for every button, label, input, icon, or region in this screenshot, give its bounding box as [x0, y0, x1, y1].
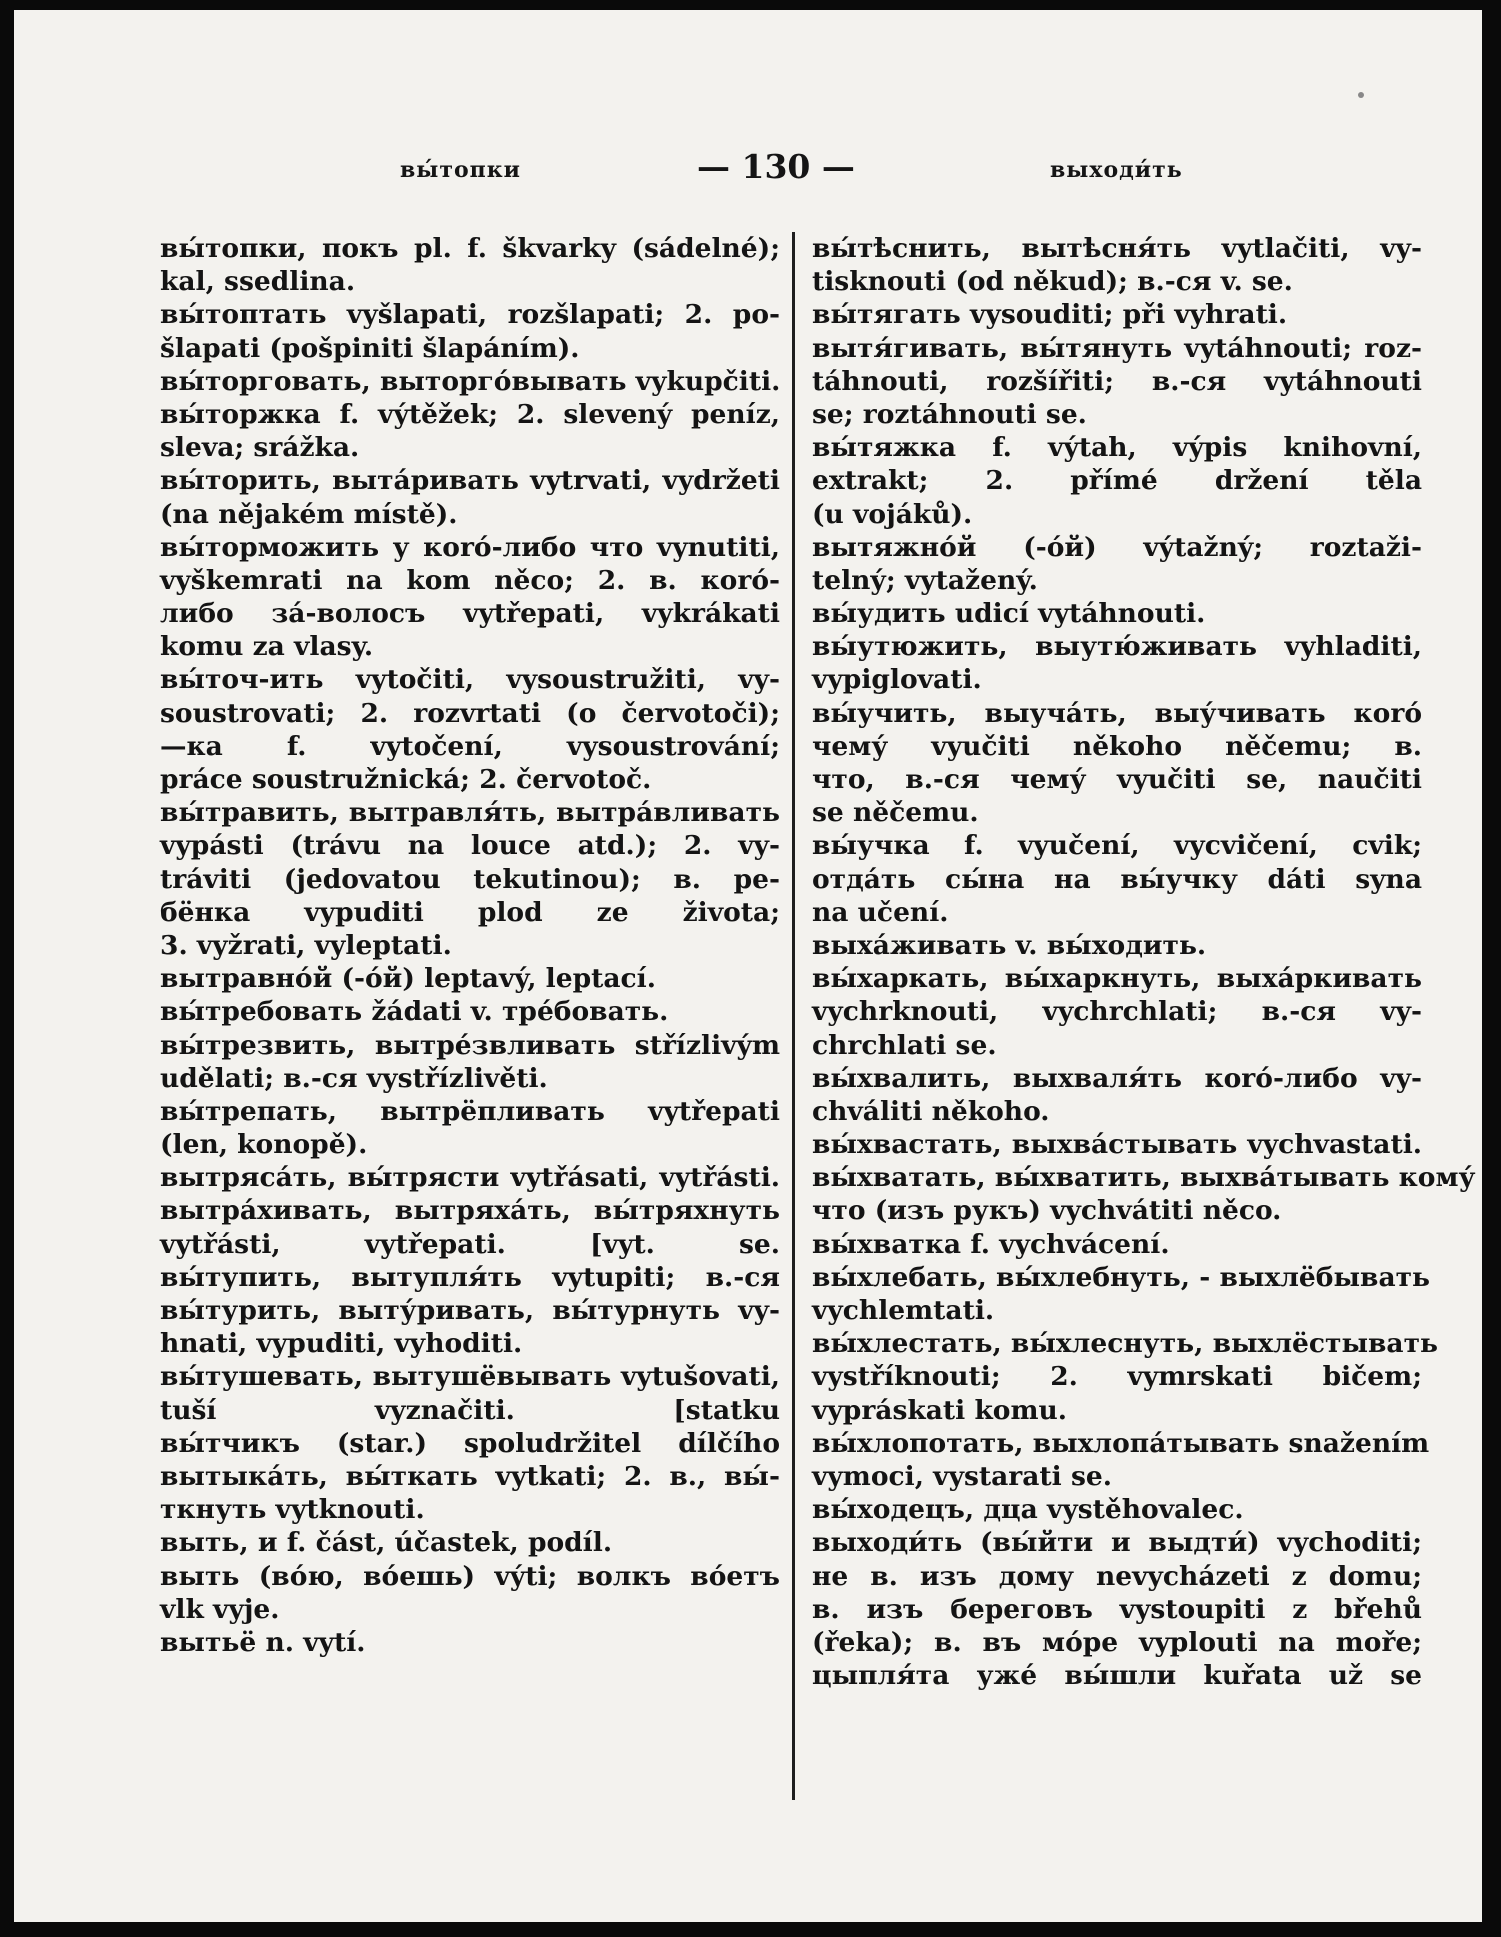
dictionary-line: выхáживать v. вы́ходить.: [812, 929, 1207, 961]
dictionary-line: вытьё n. vytí.: [160, 1626, 366, 1658]
dictionary-line: вы́хвастать, выхвáстывать vychvastati.: [812, 1129, 1422, 1161]
dictionary-line: vypiglovati.: [812, 664, 982, 696]
dictionary-line: vytřásti, vytřepati. [vyt. se.: [160, 1228, 780, 1260]
dictionary-line: vypásti (trávu na louce atd.); 2. vy-: [160, 830, 780, 862]
dictionary-line: вы́харкать, вы́харкнуть, выхáркивать: [812, 963, 1422, 995]
dictionary-line: вы́торить, вытáривать vytrvati, vydržeti: [160, 465, 780, 497]
dictionary-line: hnati, vypuditi, vyhoditi.: [160, 1328, 523, 1360]
dictionary-line: вы́трепать, вытрёпливать vytřepati: [160, 1095, 780, 1127]
dictionary-line: komu za vlasy.: [160, 631, 374, 663]
left-column: [160, 232, 780, 1659]
header-first-word: вы́топки: [400, 157, 521, 183]
dictionary-line: вы́удить udicí vytáhnouti.: [812, 598, 1206, 630]
dictionary-line: вы́тушевать, вытушёвывать vytušovati,: [160, 1361, 780, 1393]
dictionary-line: вы́тяжка f. výtah, výpis knihovní,: [812, 432, 1422, 464]
page-number: — 130 —: [697, 147, 855, 186]
dictionary-line: выходи́ть (вы́йти и выдти́) vychoditi;: [812, 1527, 1422, 1559]
dictionary-line: вы́учка f. vyučení, vycvičení, cvik;: [812, 830, 1422, 862]
dictionary-line: что (изъ рукъ) vychvátiti něco.: [812, 1195, 1282, 1227]
dictionary-line: вытравно́й (-о́й) leptavý, leptací.: [160, 963, 656, 995]
dictionary-line: вы́торговать, выторго́вывать vykupčiti.: [160, 365, 781, 397]
dictionary-page: [14, 10, 1482, 1922]
dictionary-line: вы́учить, выучáть, выу́чивать коró: [812, 697, 1422, 729]
dictionary-line: udělati; в.-ся vystřízlivěti.: [160, 1062, 548, 1094]
dictionary-line: не в. изъ дому nevycházeti z domu;: [812, 1560, 1422, 1592]
dictionary-line: вы́тѣснить, вытѣсня́ть vytlačiti, vy-: [812, 233, 1422, 264]
dictionary-line: vystříknouti; 2. vymrskati bičem;: [812, 1361, 1422, 1393]
dictionary-line: vymoci, vystarati se.: [812, 1460, 1112, 1492]
dictionary-line: в. изъ береговъ vystoupiti z břehů: [812, 1593, 1422, 1625]
dictionary-line: tuší vyznačiti. [statku: [160, 1394, 780, 1426]
dictionary-line: вы́тупить, вытупля́ть vytupiti; в.-ся: [160, 1261, 780, 1293]
dictionary-line: вы́хлопотать, выхлопáтывать snažením: [812, 1427, 1430, 1459]
dictionary-line: (len, konopě).: [160, 1129, 368, 1161]
dictionary-line: вытяжно́й (-о́й) výtažný; roztaži-: [812, 531, 1422, 563]
dictionary-line: вы́хватать, вы́хватить, выхвáтывать кому́: [812, 1162, 1476, 1194]
dictionary-line: kal, ssedlina.: [160, 266, 356, 298]
dictionary-line: vychrknouti, vychrchlati; в.-ся vy-: [812, 996, 1422, 1028]
dictionary-line: táhnouti, rozšířiti; в.-ся vytáhnouti: [812, 365, 1422, 397]
dictionary-line: soustrovati; 2. rozvrtati (o červotoči);: [160, 697, 780, 729]
dictionary-line: вы́хлебать, вы́хлебнуть, - выхлёбывать: [812, 1261, 1431, 1293]
right-column: [812, 232, 1476, 1692]
dictionary-line: вы́утюжить, выутю́живать vyhladiti,: [812, 631, 1422, 663]
dictionary-line: вы́торможить у коró-либо что vynutiti,: [160, 531, 780, 563]
dictionary-line: вы́тягать vysouditi; při vyhrati.: [812, 299, 1288, 331]
dictionary-line: вы́тчикъ (star.) spoludržitel dílčího: [160, 1427, 780, 1459]
column-divider: [792, 232, 795, 1800]
dictionary-line: выть (во́ю, во́ешь) výti; волкъ во́етъ: [160, 1560, 780, 1592]
dictionary-line: 3. vyžrati, vyleptati.: [160, 929, 452, 961]
dictionary-line: вы́травить, вытравля́ть, вытра́вливать: [160, 797, 780, 829]
dictionary-line: šlapati (pošpiniti šlapáním).: [160, 332, 580, 364]
dictionary-line: отдáть сы́на на вы́учку dáti syna: [812, 863, 1422, 895]
dictionary-line: extrakt; 2. přímé držení těla: [812, 465, 1422, 497]
dictionary-line: вы́торжка f. výtěžek; 2. slevený peníz,: [160, 398, 780, 430]
dictionary-line: tráviti (jedovatou tekutinou); в. ре-: [160, 863, 780, 895]
dictionary-line: вы́трезвить, вытре́звливать střízlivým: [160, 1029, 780, 1061]
speck: [1358, 92, 1364, 98]
dictionary-line: vychlemtati.: [812, 1295, 995, 1326]
header-last-word: выходи́ть: [1050, 157, 1183, 183]
dictionary-line: вы́ходецъ, дца vystěhovalec.: [812, 1494, 1244, 1526]
dictionary-line: вы́хлестать, вы́хлеснуть, выхлёстывать: [812, 1328, 1439, 1360]
dictionary-line: se něčemu.: [812, 797, 979, 829]
dictionary-line: вы́хвалить, выхваля́ть коró-либо vy-: [812, 1062, 1422, 1094]
dictionary-line: вы́турить, выту́ривать, вы́турнуть vy-: [160, 1295, 780, 1326]
dictionary-line: ткнуть vytknouti.: [160, 1494, 425, 1526]
dictionary-line: вы́хватка f. vychvácení.: [812, 1228, 1170, 1260]
dictionary-line: вы́топки, покъ pl. f. škvarky (sádelné);: [160, 233, 780, 264]
dictionary-line: chrchlati se.: [812, 1029, 997, 1061]
dictionary-line: чему́ vyučiti někoho něčemu; в.: [812, 730, 1422, 762]
dictionary-line: цыпля́та ужé вы́шли kuřata už se: [812, 1660, 1422, 1692]
dictionary-line: что, в.-ся чему́ vyučiti se, naučiti: [812, 764, 1422, 795]
dictionary-line: вы́требовать žádati v. тре́бовать.: [160, 996, 669, 1028]
dictionary-line: —ка f. vytočení, vysoustrování;: [160, 730, 780, 762]
dictionary-line: (řeka); в. въ мо́ре vyplouti na moře;: [812, 1626, 1422, 1658]
dictionary-line: se; roztáhnouti se.: [812, 398, 1087, 430]
dictionary-line: vlk vyje.: [160, 1593, 280, 1625]
dictionary-line: вытыкáть, вы́ткать vytkati; 2. в., вы́-: [160, 1460, 780, 1492]
dictionary-line: na učení.: [812, 896, 949, 928]
dictionary-line: либо за́-волосъ vytřepati, vykrákati: [160, 598, 780, 630]
dictionary-line: вытра́хивать, вытряхáть, вы́тряхнуть: [160, 1195, 780, 1227]
dictionary-line: vypráskati komu.: [812, 1394, 1068, 1426]
dictionary-line: выть, и f. část, účastek, podíl.: [160, 1527, 613, 1559]
dictionary-line: вытрясáть, вы́трясти vytřásati, vytřásti.: [160, 1162, 780, 1194]
dictionary-line: vyškemrati na kom něco; 2. в. коró-: [160, 564, 780, 596]
dictionary-line: telný; vytažený.: [812, 564, 1038, 596]
dictionary-line: chváliti někoho.: [812, 1095, 1050, 1127]
dictionary-line: вы́точ-ить vytočiti, vysoustružiti, vy-: [160, 664, 780, 696]
dictionary-line: (u vojáků).: [812, 498, 973, 530]
dictionary-line: вытя́гивать, вы́тянуть vytáhnouti; roz-: [812, 332, 1422, 364]
dictionary-line: бёнка vypuditi plod ze života;: [160, 896, 780, 928]
dictionary-line: (na nějakém místě).: [160, 498, 458, 530]
dictionary-line: tisknouti (od někud); в.-ся v. se.: [812, 266, 1293, 298]
dictionary-line: sleva; srážka.: [160, 432, 360, 464]
dictionary-line: práce soustružnická; 2. červotoč.: [160, 764, 652, 795]
dictionary-line: вы́топтать vyšlapati, rozšlapati; 2. po-: [160, 299, 780, 331]
running-header: [14, 147, 1482, 193]
